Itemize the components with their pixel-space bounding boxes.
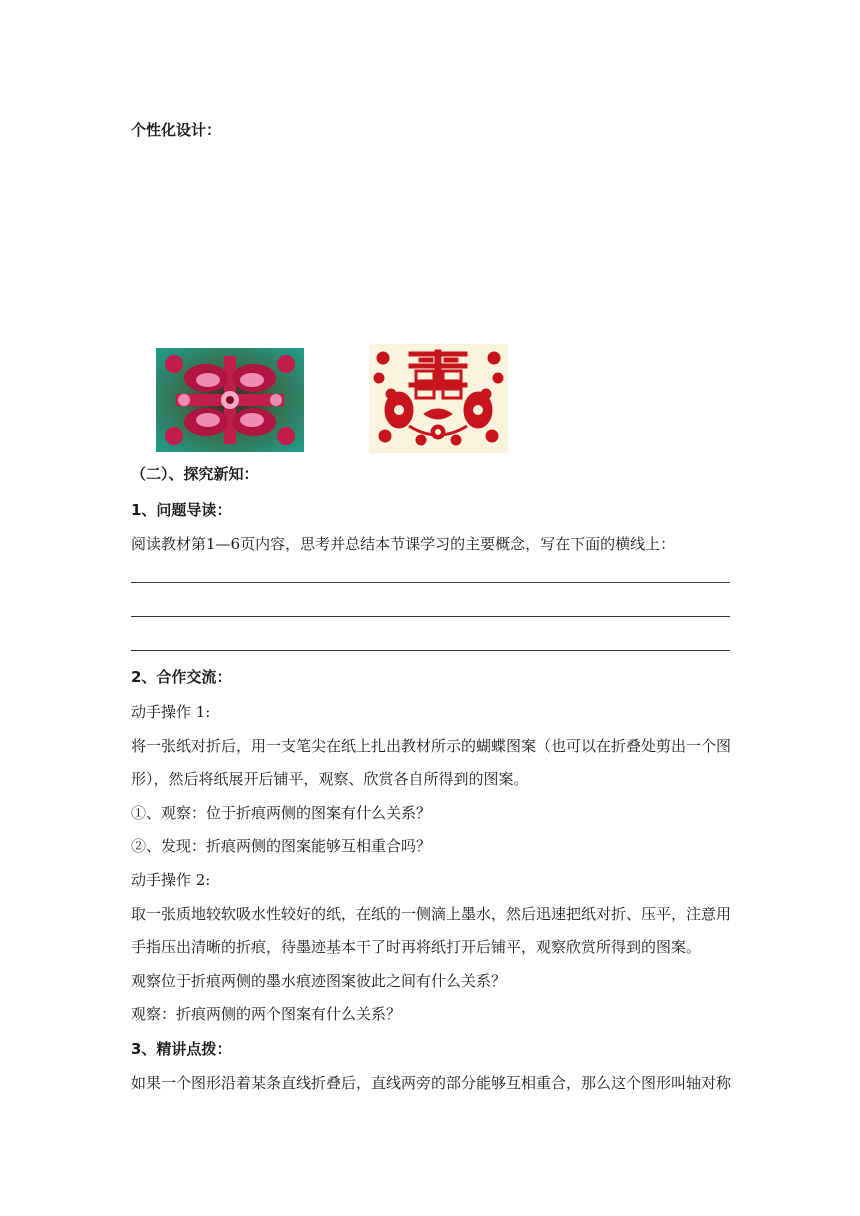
answer-line-2[interactable] [131,616,730,617]
answer-line-1[interactable] [131,582,730,583]
cooperation-heading: 2、合作交流： [131,668,232,686]
key-points-text: 如果一个图形沿着某条直线折叠后，直线两旁的部分能够互相重合，那么这个图形叫轴对称 [131,1074,732,1092]
operation-2-text-line-1: 取一张质地较软吸水性较好的纸，在纸的一侧滴上墨水，然后迅速把纸对折、压平，注意用 [131,905,732,923]
section-design-title: 个性化设计： [131,121,222,139]
fractal-pattern-image [156,348,304,452]
question-guide-text: 阅读教材第1—6页内容，思考并总结本节课学习的主要概念，写在下面的横线上： [131,535,676,553]
double-happiness-papercut-image [369,344,508,453]
observe-question-1: ①、观察：位于折痕两侧的图案有什么关系？ [131,804,432,822]
operation-2-label: 动手操作 2: [131,871,211,889]
question-guide-heading: 1、问题导读： [131,501,232,519]
key-points-heading: 3、精讲点拨： [131,1040,232,1058]
observe-question-4: 观察：折痕两侧的两个图案有什么关系？ [131,1005,402,1023]
operation-1-text-line-1: 将一张纸对折后，用一支笔尖在纸上扎出教材所示的蝴蝶图案（也可以在折叠处剪出一个图 [131,737,732,755]
operation-1-label: 动手操作 1: [131,703,211,721]
operation-1-text-line-2: 形），然后将纸展开后铺平，观察、欣赏各自所得到的图案。 [131,770,529,788]
observe-question-3: 观察位于折痕两侧的墨水痕迹图案彼此之间有什么关系？ [131,972,507,990]
answer-line-3[interactable] [131,650,730,651]
section-two-heading: （二）、探究新知： [131,465,259,483]
operation-2-text-line-2: 手指压出清晰的折痕，待墨迹基本干了时再将纸打开后铺平，观察欣赏所得到的图案。 [131,938,702,956]
observe-question-2: ②、发现：折痕两侧的图案能够互相重合吗？ [131,837,432,855]
